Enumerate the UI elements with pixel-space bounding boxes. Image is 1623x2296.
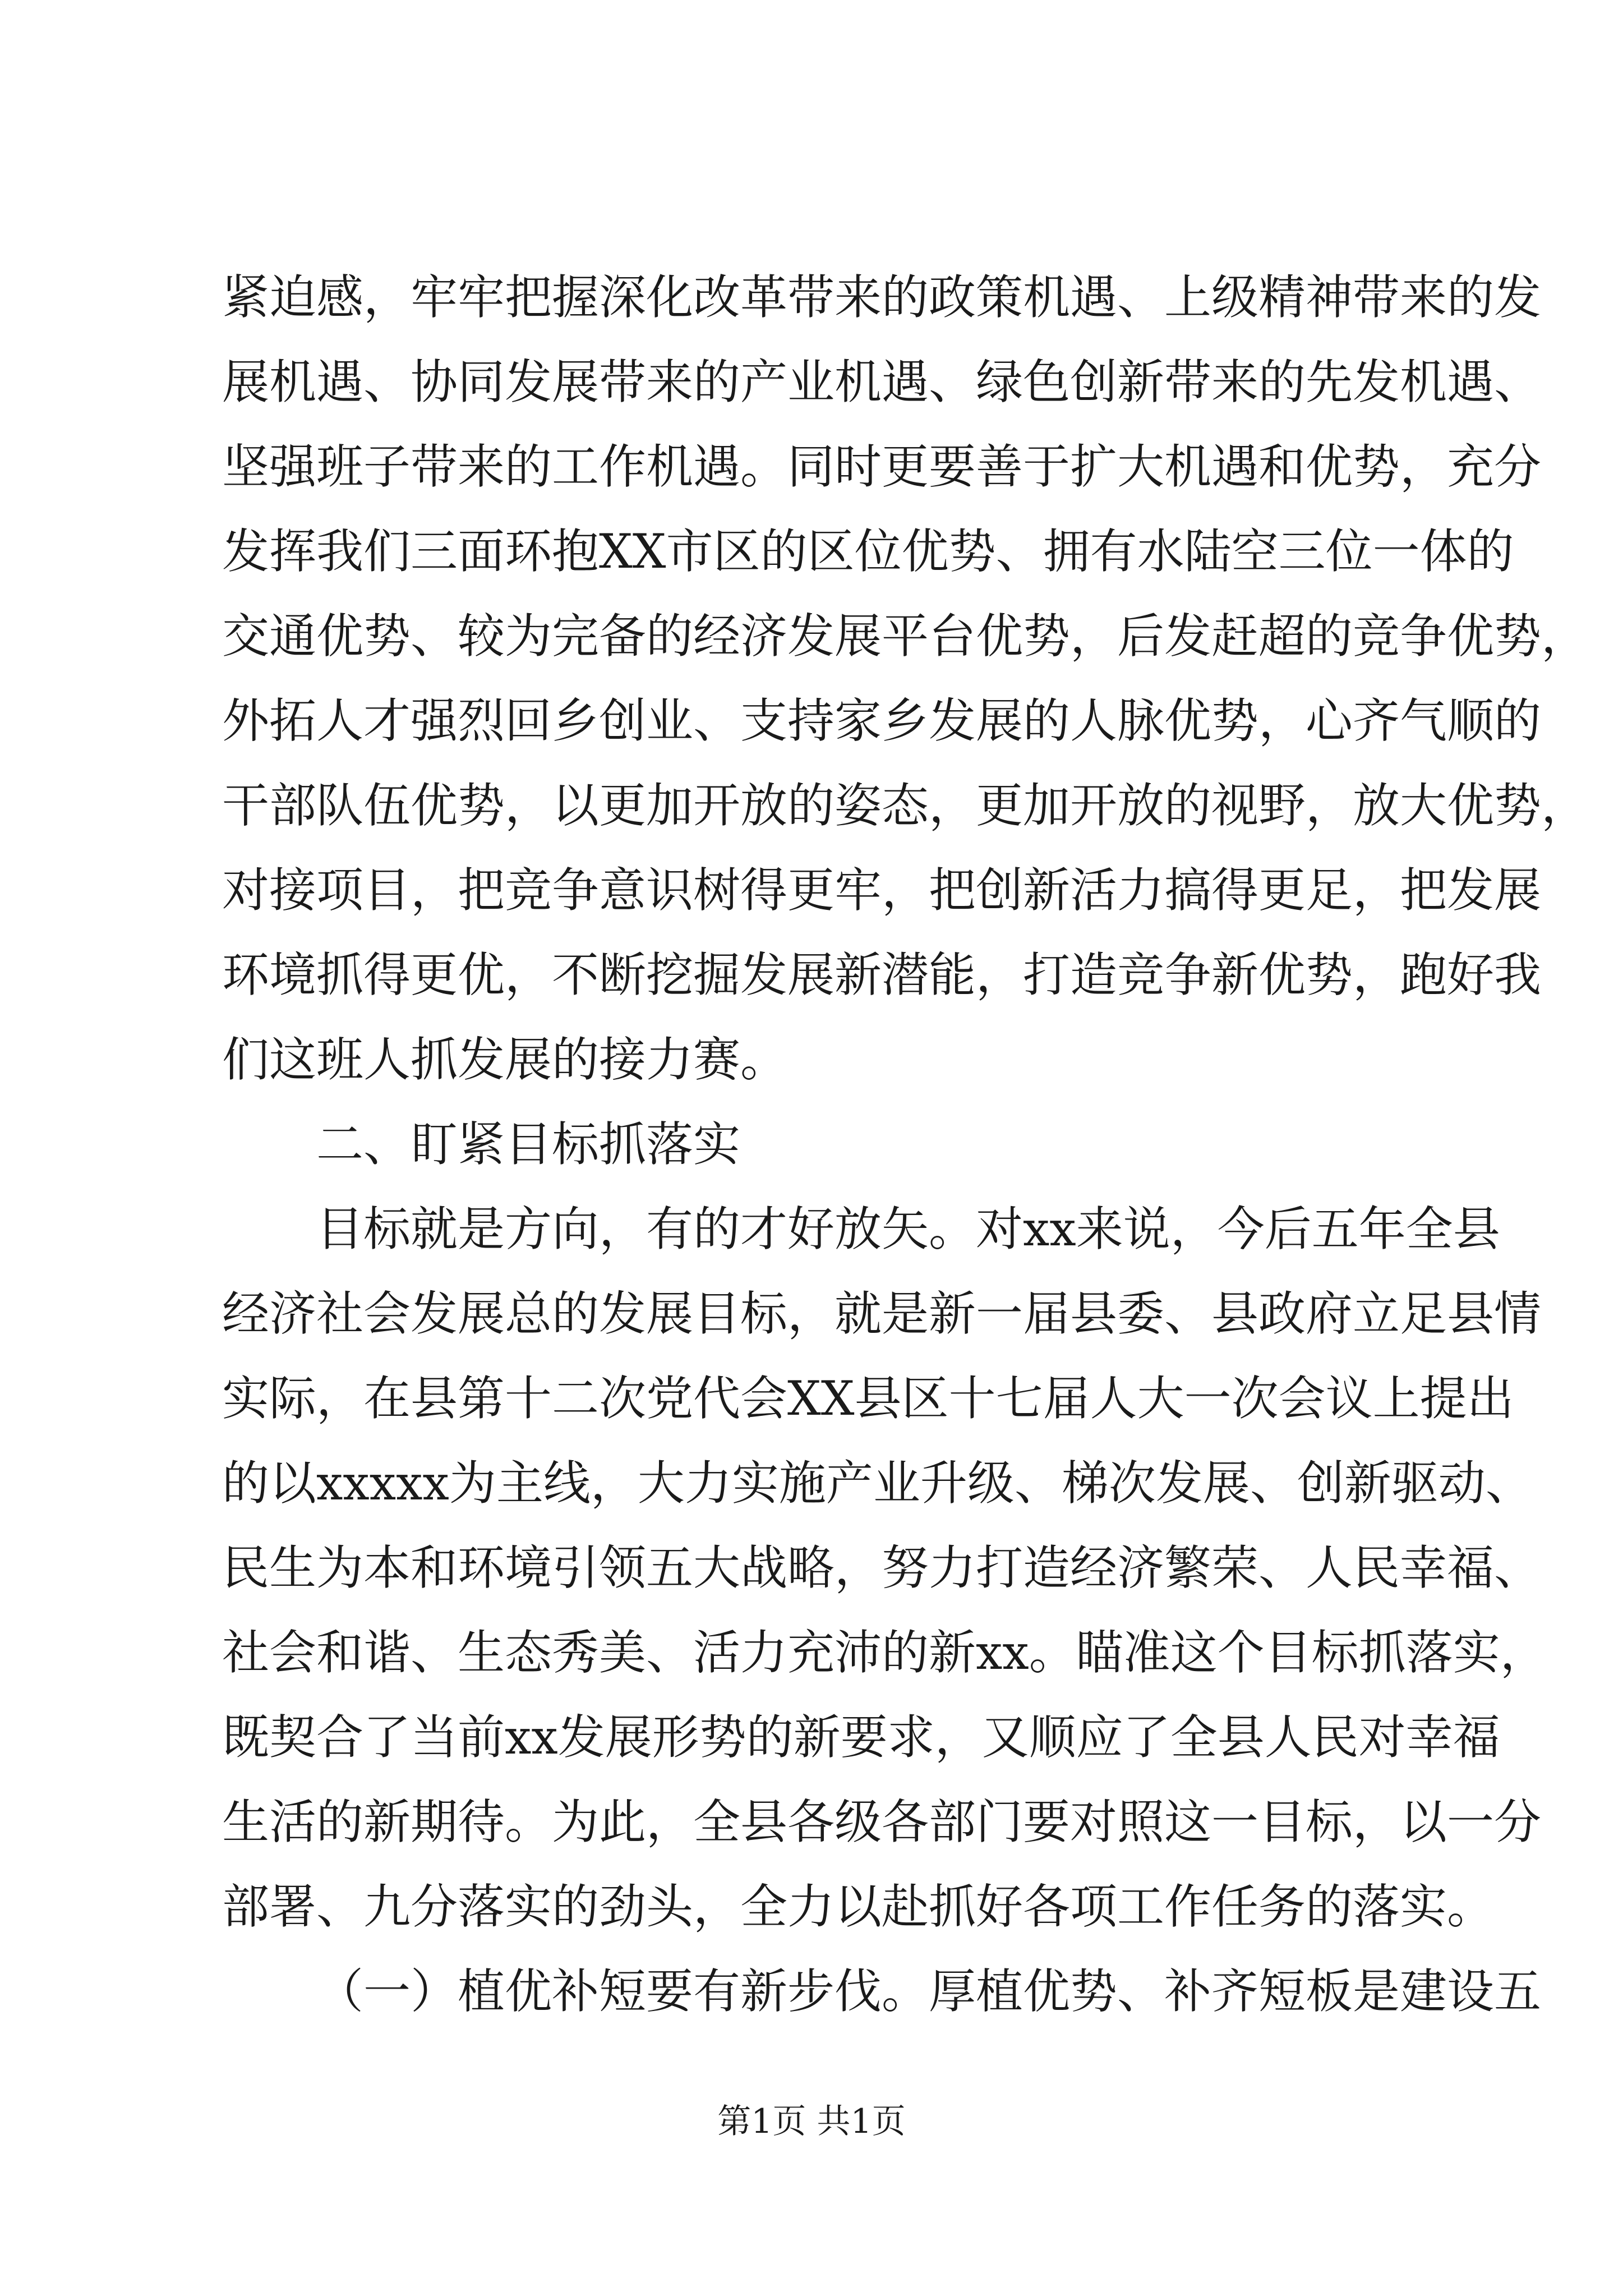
text-line: 生活的新期待。为此，全县各级各部门要对照这一目标，以一分	[222, 1795, 1542, 1849]
text-line: 经济社会发展总的发展目标，就是新一届县委、县政府立足县情	[222, 1286, 1542, 1341]
text-line: 的以xxxxx为主线，大力实施产业升级、梯次发展、创新驱动、	[222, 1456, 1533, 1511]
text-line: 展机遇、协同发展带来的产业机遇、绿色创新带来的先发机遇、	[222, 355, 1542, 409]
text-line: 既契合了当前xx发展形势的新要求，又顺应了全县人民对幸福	[222, 1710, 1500, 1765]
text-line: 目标就是方向，有的才好放矢。对xx来说，今后五年全县	[316, 1202, 1500, 1257]
text-line: 发挥我们三面环抱XX市区的区位优势、拥有水陆空三位一体的	[222, 524, 1514, 579]
text-line: 民生为本和环境引领五大战略，努力打造经济繁荣、人民幸福、	[222, 1540, 1542, 1595]
text-line: 实际，在县第十二次党代会XX县区十七届人大一次会议上提出	[222, 1371, 1514, 1426]
text-line: 社会和谐、生态秀美、活力充沛的新xx。瞄准这个目标抓落实，	[222, 1625, 1547, 1680]
body-text	[222, 255, 1589, 2034]
text-line: 交通优势、较为完备的经济发展平台优势，后发赶超的竞争优势，	[222, 609, 1589, 664]
text-line: 对接项目，把竞争意识树得更牢，把创新活力搞得更足，把发展	[222, 863, 1542, 918]
text-line: 外拓人才强烈回乡创业、支持家乡发展的人脉优势，心齐气顺的	[222, 693, 1542, 748]
text-line: 紧迫感，牢牢把握深化改革带来的政策机遇、上级精神带来的发	[222, 270, 1542, 325]
text-line: 环境抓得更优，不断挖掘发展新潜能，打造竞争新优势，跑好我	[222, 947, 1542, 1002]
text-line: 部署、九分落实的劲头，全力以赴抓好各项工作任务的落实。	[222, 1879, 1495, 1934]
subsection-line: （一）植优补短要有新步伐。厚植优势、补齐短板是建设五	[316, 1964, 1542, 2019]
section-heading: 二、盯紧目标抓落实	[316, 1117, 741, 1172]
text-line: 干部队伍优势，以更加开放的姿态，更加开放的视野，放大优势，	[222, 778, 1589, 833]
text-line: 坚强班子带来的工作机遇。同时更要善于扩大机遇和优势，充分	[222, 439, 1542, 494]
page-footer: 第1页 共1页	[717, 2102, 906, 2141]
text-line: 们这班人抓发展的接力赛。	[222, 1032, 788, 1087]
